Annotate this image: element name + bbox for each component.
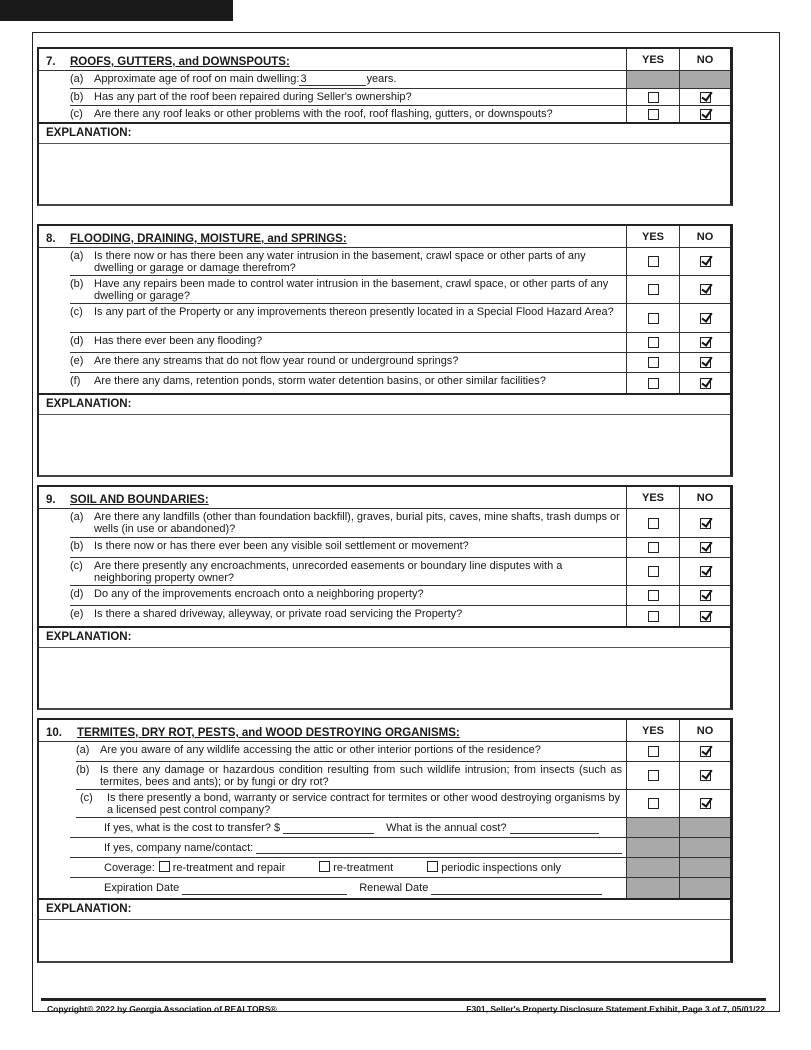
no-checkbox[interactable] xyxy=(700,284,711,295)
no-checkbox[interactable] xyxy=(700,518,711,529)
yes-checkbox[interactable] xyxy=(648,798,659,809)
company-contact-field[interactable] xyxy=(256,841,622,854)
coverage-option-periodic-inspections[interactable]: periodic inspections only xyxy=(427,861,561,874)
checkbox[interactable] xyxy=(159,861,170,872)
no-checkbox[interactable] xyxy=(700,92,711,103)
no-header: NO xyxy=(679,49,730,70)
annual-cost-field[interactable] xyxy=(510,821,599,834)
yes-header: YES xyxy=(626,49,679,70)
redaction-bar xyxy=(0,0,233,21)
yes-checkbox[interactable] xyxy=(648,92,659,103)
explanation-label: EXPLANATION: xyxy=(39,628,730,648)
yes-checkbox[interactable] xyxy=(648,770,659,781)
roof-age-field[interactable]: 3 xyxy=(299,73,366,86)
explanation-field[interactable] xyxy=(39,144,730,204)
section-title: ROOFS, GUTTERS, and DOWNSPOUTS: xyxy=(70,56,290,68)
footer-copyright: Copyright© 2022 by Georgia Association of REALTORS® xyxy=(47,1004,277,1014)
renewal-date-field[interactable] xyxy=(431,882,602,895)
no-checkbox[interactable] xyxy=(700,542,711,553)
yes-checkbox[interactable] xyxy=(648,566,659,577)
yes-checkbox[interactable] xyxy=(648,256,659,267)
yes-checkbox[interactable] xyxy=(648,357,659,368)
no-checkbox[interactable] xyxy=(700,770,711,781)
coverage-option-retreatment[interactable]: re-treatment xyxy=(319,861,393,874)
question-row: (c) Are there any roof leaks or other problems with the roof, roof flashing, gutters, or downspouts? xyxy=(39,106,730,124)
yes-checkbox[interactable] xyxy=(648,337,659,348)
section-termites: 10. TERMITES, DRY ROT, PESTS, and WOOD DESTROYING ORGANISMS: YES NO (a) Are you aware of any wildlife accessing the attic or other interior portions of the residence? (b) Is there any damage or hazardous condition resulting from such wildlife intrusion; from insects (such as termites, bees and ants); or by fungi or dry rot? (c) Is there presently a bond, warranty or service contract for termites or other wood destroying organisms by a licensed pest control company? If yes, what is the cost to transfer? $ What is the annual cost? If yes, company name/contact: Coverage: re-treatment and repair re-treatment periodic inspections only Expiration Date Renewal Date EXPLANATION: xyxy=(37,718,733,963)
no-checkbox[interactable] xyxy=(700,109,711,120)
section-soil: 9. SOIL AND BOUNDARIES: YES NO (a) Are there any landfills (other than foundation backfill), graves, burial pits, caves, mine shafts, trash dumps or wells (in use or abandoned)? (b) Is there now or has there ever been any visible soil settlement or movement? (c) Are there presently any encroachments, unrecorded easements or boundary line disputes with a neighboring property owner? (d) Do any of the improvements encroach onto a neighboring property? (e) Is there a shared driveway, alleyway, or private road servicing the Property? EXPLANATION: xyxy=(37,485,733,710)
explanation-label: EXPLANATION: xyxy=(39,395,730,415)
yes-checkbox[interactable] xyxy=(648,313,659,324)
no-checkbox[interactable] xyxy=(700,357,711,368)
no-checkbox[interactable] xyxy=(700,611,711,622)
yes-checkbox[interactable] xyxy=(648,746,659,757)
checkbox[interactable] xyxy=(427,861,438,872)
no-checkbox[interactable] xyxy=(700,746,711,757)
expiration-date-field[interactable] xyxy=(182,882,347,895)
yes-checkbox[interactable] xyxy=(648,284,659,295)
no-checkbox[interactable] xyxy=(700,313,711,324)
footer-divider xyxy=(41,998,766,1001)
question-row: (a) Approximate age of roof on main dwelling:3 years. xyxy=(39,71,730,89)
no-checkbox[interactable] xyxy=(700,337,711,348)
section-title: TERMITES, DRY ROT, PESTS, and WOOD DESTROYING ORGANISMS: xyxy=(77,727,460,739)
yes-checkbox[interactable] xyxy=(648,109,659,120)
explanation-field[interactable] xyxy=(39,415,730,475)
no-checkbox[interactable] xyxy=(700,378,711,389)
no-checkbox[interactable] xyxy=(700,590,711,601)
yes-checkbox[interactable] xyxy=(648,378,659,389)
checkbox[interactable] xyxy=(319,861,330,872)
explanation-label: EXPLANATION: xyxy=(39,124,730,144)
no-checkbox[interactable] xyxy=(700,256,711,267)
yes-checkbox[interactable] xyxy=(648,542,659,553)
question-row: (b) Has any part of the roof been repaired during Seller's ownership? xyxy=(39,89,730,106)
section-title: FLOODING, DRAINING, MOISTURE, and SPRINGS: xyxy=(70,233,347,245)
yes-checkbox[interactable] xyxy=(648,518,659,529)
explanation-field[interactable] xyxy=(39,648,730,708)
explanation-label: EXPLANATION: xyxy=(39,900,730,920)
yes-checkbox[interactable] xyxy=(648,611,659,622)
section-title: SOIL AND BOUNDARIES: xyxy=(70,494,209,506)
no-checkbox[interactable] xyxy=(700,798,711,809)
explanation-field[interactable] xyxy=(39,920,730,961)
section-number: 7. xyxy=(46,56,56,68)
footer-form-id: F301, Seller's Property Disclosure Statement Exhibit, Page 3 of 7, 05/01/22 xyxy=(466,1004,765,1014)
no-checkbox[interactable] xyxy=(700,566,711,577)
coverage-option-retreatment-repair[interactable]: re-treatment and repair xyxy=(159,861,286,874)
cost-to-transfer-field[interactable] xyxy=(283,821,374,834)
section-flooding: 8. FLOODING, DRAINING, MOISTURE, and SPRINGS: YES NO (a) Is there now or has there been any water intrusion in the basement, crawl space or other parts of any dwelling or garage or damage therefrom? (b) Have any repairs been made to control water intrusion in the basement, crawl space, or other parts of any dwelling or garage? (c) Is any part of the Property or any improvements thereon presently located in a Special Flood Hazard Area? (d) Has there ever been any flooding? (e) Are there any streams that do not flow year round or underground springs? (f) Are there any dams, retention ponds, storm water detention basins, or other similar facilities? EXPLANATION: xyxy=(37,224,733,477)
section-roofs xyxy=(37,47,733,206)
yes-checkbox[interactable] xyxy=(648,590,659,601)
